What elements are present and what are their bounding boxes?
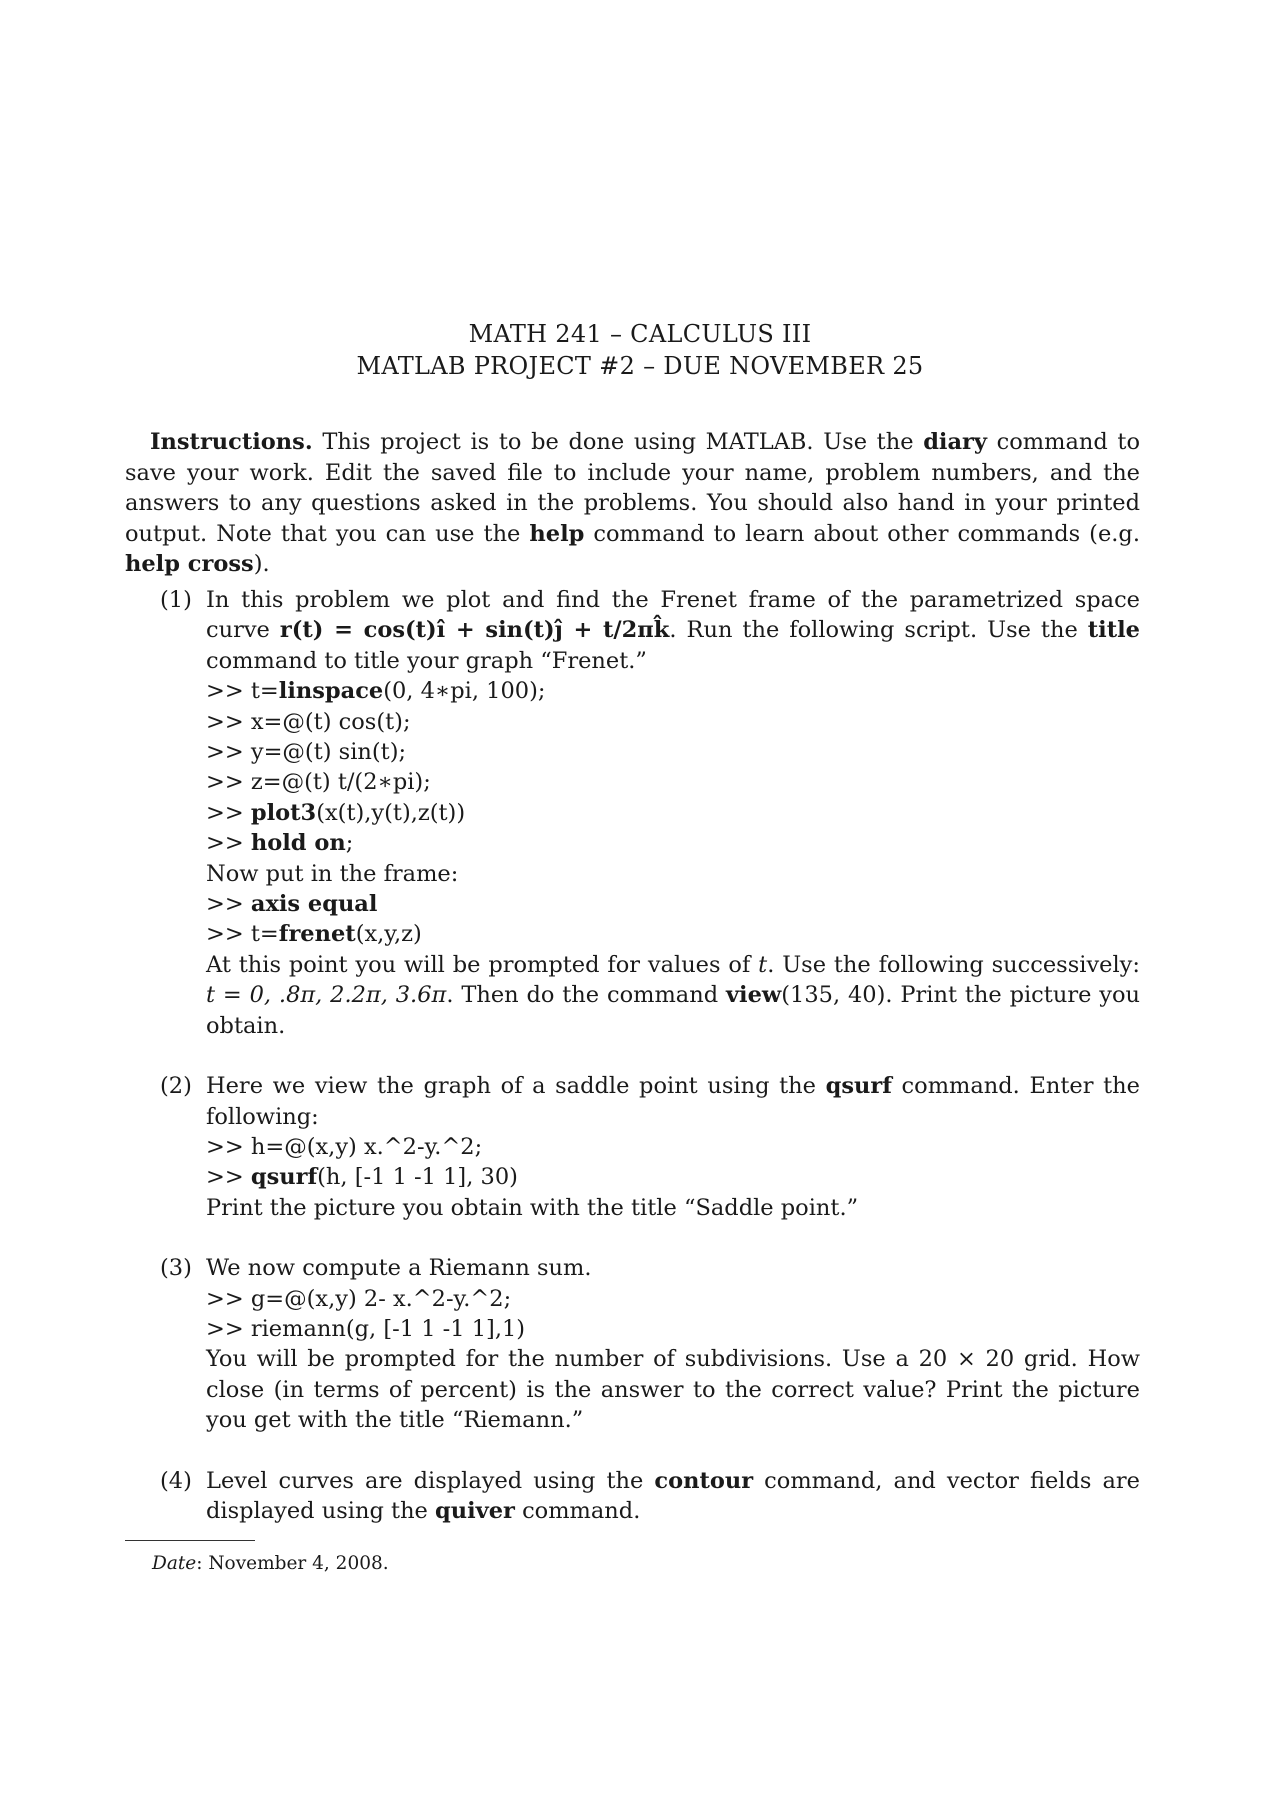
axis-equal-command: axis equal (250, 891, 378, 918)
document-header (0, 318, 1280, 382)
problem-text: . Print the picture you obtain. (206, 982, 1140, 1039)
hold-on-command: hold on (250, 830, 346, 857)
problem-text: You will be prompted for the number of subdivisions. Use a 20 × 20 grid. How close (in terms of percent) is the answer to the correct value? Print the picture you get with the title “Riemann.” (206, 1346, 1140, 1434)
title-command: title (1087, 617, 1140, 644)
problem-text: Print the picture you obtain with the title “Saddle point.” (206, 1194, 859, 1221)
instructions-label: Instructions. (150, 429, 313, 455)
problem-number: (2) (160, 1073, 192, 1100)
problem-text: command to title your graph “Frenet.” (206, 647, 647, 674)
t-values: t = 0, .8π, 2.2π, 3.6π (206, 982, 447, 1009)
instructions-text: This project is to be done using MATLAB. Use the (312, 429, 924, 455)
code-line: >> y=@(t) sin(t); (206, 739, 407, 766)
instructions-text: command to save your work. Edit the saved file to include your name, problem numbers, and the answers to any questions asked in the problems. You should also hand in your printed output. Note that you can use the (125, 429, 1140, 547)
instructions-paragraph (125, 427, 1140, 580)
problem-text: At this point you will be prompted for values of (206, 951, 759, 978)
plot3-command: plot3 (250, 799, 317, 826)
project-title: MATLAB PROJECT #2 – DUE NOVEMBER 25 (356, 352, 924, 380)
code-line: >> h=@(x,y) x.^2-y.^2; (206, 1133, 483, 1160)
instructions-text: ). (253, 551, 270, 577)
problem-text: Now put in the frame: (206, 860, 459, 887)
help-command: help (529, 520, 585, 547)
problem-4 (160, 1466, 1140, 1527)
linspace-command: linspace (278, 678, 384, 705)
footnote-divider (125, 1540, 255, 1541)
problem-2 (160, 1071, 1140, 1223)
problem-list (160, 585, 1140, 1556)
code-line: >> t=linspace(0, 4∗pi, 100); (206, 678, 546, 705)
problem-1 (160, 585, 1140, 1041)
view-command: view (725, 982, 782, 1009)
quiver-command: quiver (435, 1497, 515, 1524)
curve-formula: r(t) = cos(t)î + sin(t)ĵ + t/2πk̂ (279, 617, 670, 644)
frenet-command: frenet (278, 921, 356, 948)
code-line: >> g=@(x,y) 2- x.^2-y.^2; (206, 1285, 512, 1312)
qsurf-command: qsurf (250, 1164, 318, 1191)
problem-text: . Then do the command (446, 982, 726, 1009)
contour-command: contour (654, 1467, 754, 1494)
problem-number: (4) (160, 1467, 192, 1494)
code-line: >> qsurf(h, [-1 1 -1 1], 30) (206, 1164, 518, 1191)
course-title: MATH 241 – CALCULUS III (468, 320, 812, 348)
problem-text: command. Enter the following: (206, 1073, 1140, 1130)
problem-number: (1) (160, 587, 192, 613)
problem-text: command. (514, 1497, 641, 1524)
problem-text: command, and vector fields are displayed using the (206, 1467, 1140, 1524)
problem-text: Here we view the graph of a saddle point using the (206, 1073, 826, 1100)
code-line: >> x=@(t) cos(t); (206, 708, 411, 735)
code-line: >> riemann(g, [-1 1 -1 1],1) (206, 1315, 526, 1342)
problem-number: (3) (160, 1255, 192, 1282)
help-cross-command: help cross (125, 551, 254, 577)
instructions-text: command to learn about other commands (e.g. (584, 520, 1140, 547)
date-footnote (152, 1552, 389, 1576)
code-line: >> t=frenet(x,y,z) (206, 921, 422, 948)
code-line: >> z=@(t) t/(2∗pi); (206, 769, 431, 796)
code-line: >> hold on; (206, 830, 354, 857)
problem-3 (160, 1253, 1140, 1435)
diary-command: diary (923, 429, 987, 455)
problem-text: We now compute a Riemann sum. (206, 1255, 592, 1282)
footnote-text: : November 4, 2008. (196, 1553, 389, 1574)
code-line: >> axis equal (206, 891, 378, 918)
problem-text: In this problem we plot and find the Frenet frame of the parametrized space curve (206, 587, 1140, 644)
problem-text: . Run the following script. Use the (669, 617, 1088, 644)
qsurf-command: qsurf (825, 1073, 892, 1100)
math-variable: t (758, 951, 768, 978)
problem-text: . Use the following successively: (767, 951, 1140, 978)
problem-text: Level curves are displayed using the (206, 1467, 655, 1494)
view-args: (135, 40) (781, 982, 886, 1009)
footnote-label: Date (152, 1553, 197, 1574)
code-line: >> plot3(x(t),y(t),z(t)) (206, 799, 466, 826)
